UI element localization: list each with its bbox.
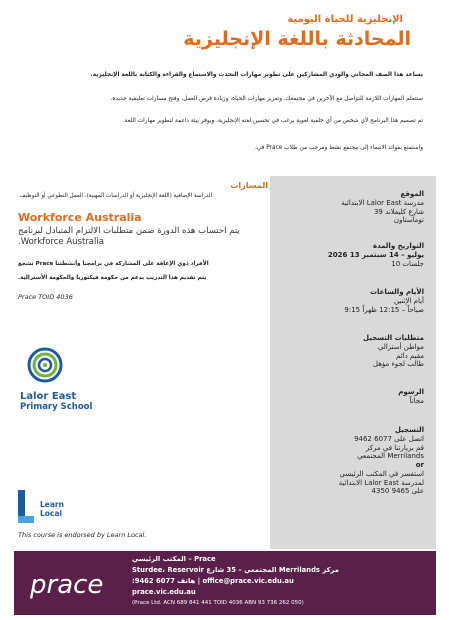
enrol-line-2: قم بزيارتنا في مركز: [365, 443, 424, 452]
fees-block: [270, 388, 424, 406]
pathways-section: [18, 181, 268, 199]
intro-paragraph-3: تم تصميم هذا البرنامج لأي شخص من أي خلفية لغوية يرغب في تحسين لغته الإنجليزية، ويوفر بيئة داعمة لتطوير مهارات اللغة.: [122, 118, 423, 124]
toid-label: Prace TOID 4036: [18, 293, 73, 302]
location-line-1: مدرسة Lalor East الابتدائية: [341, 198, 424, 207]
lalor-logo-line1: Lalor East: [20, 391, 77, 402]
learn-local-learn: Learn: [40, 500, 64, 509]
days-line-1: أيام الإثنين: [393, 296, 424, 305]
requirements-block: [270, 334, 424, 369]
location-line-3: توماستاون: [393, 216, 424, 225]
prace-logo-text: prace: [30, 570, 104, 600]
lalor-logo-line2: Primary School: [20, 402, 93, 412]
header-subtitle: الإنجليزية للحياة اليومية: [287, 14, 403, 25]
requirement-2: مقيم دائم: [396, 351, 424, 360]
dates-line-2: جلسات 10: [391, 259, 424, 268]
lalor-east-logo: [20, 345, 100, 415]
pathways-title: المسارات: [230, 181, 268, 190]
location-block: [270, 190, 424, 225]
enrol-label: التسجيل: [394, 426, 424, 434]
requirement-1: مواطن أسترالي: [377, 342, 424, 351]
prace-logo-icon: [28, 561, 118, 605]
footer-line-2: مركز Merrilands المجتمعي – 35 شارع Sturdee، Reservoir: [132, 566, 339, 574]
enrol-line-1: اتصل على 6077 9462: [354, 434, 424, 443]
workforce-text: يتم احتساب هذه الدورة ضمن متطلبات الالتزام المتبادل لبرنامج Workforce Australia.: [18, 226, 240, 247]
footer-band: [14, 551, 436, 615]
fees-label: الرسوم: [398, 388, 424, 396]
footer-company-details: (Prace Ltd. ACN 689 841 441 TOID 4036 ABN 93 736 262 050): [132, 600, 304, 606]
learn-local-logo: [16, 490, 80, 530]
intro-paragraph-4: واستمتع بفوائد الانتماء إلى مجتمع نشط ومرحب من طلاب Prace في.: [254, 145, 423, 151]
learn-local-emblem-icon: [16, 490, 36, 526]
location-line-2: شارع كليفلاند 39: [373, 207, 424, 216]
learn-local-local: Local: [40, 509, 63, 518]
header-title: المحادثة باللغة الإنجليزية: [183, 28, 411, 50]
intro-paragraph-1: يساعد هذا الصف المجاني والودي المشاركين على تطوير مهارات التحدث والاستماع والقراءة والكتابة باللغة الإنجليزية.: [90, 72, 423, 78]
workforce-section: [18, 211, 268, 301]
intro-paragraph-2: ستتعلم المهارات اللازمة للتواصل مع الآخرين في مجتمعك، وتعزيز مهارات الحياة، وزيادة فرص العمل، وفتح مسارات تعليمية جديدة.: [110, 96, 423, 102]
days-block: [270, 288, 424, 314]
enrol-line-4: استفسر في المكتب الرئيسي: [339, 469, 424, 478]
learn-local-endorsement: This course is endorsed by Learn Local.: [18, 531, 147, 539]
funding-note: يتم تقديم هذا التدريب بدعم من حكومة فيكتوريا والحكومة الأسترالية.: [18, 275, 207, 282]
dates-block: [270, 242, 424, 268]
requirements-label: متطلبات التسجيل: [363, 334, 424, 342]
footer-website-link[interactable]: prace.vic.edu.au: [132, 588, 196, 596]
enrol-or: or: [415, 461, 424, 469]
lalor-east-emblem-icon: [20, 345, 100, 385]
enrol-line-5: لمدرسة Lalor East الابتدائية: [338, 478, 424, 487]
requirement-3: طالب لجوء مؤهل: [372, 360, 424, 369]
footer-line-3[interactable]: office@prace.vic.edu.au | هاتف 6077 9462:: [132, 577, 294, 585]
enrol-block: [270, 426, 424, 496]
enrol-line-6: على 9465 4350: [371, 487, 424, 496]
location-label: الموقع: [400, 190, 424, 198]
fees-value: مجاناً: [409, 396, 424, 405]
dates-line-1: يوليو – 14 سبتمبر 13 2026: [327, 250, 424, 259]
workforce-title: Workforce Australia: [18, 211, 142, 224]
days-label: الأيام والساعات: [369, 288, 424, 296]
pathways-text: الدراسة الإضافية (اللغة الإنجليزية أو الدراسات المهنية)، العمل التطوعي أو التوظيف.: [18, 193, 213, 199]
course-details-sidebar: [270, 176, 436, 549]
inclusion-note: الأفراد ذوي الإعاقة على المشاركة في برامجنا وأنشطتنا Prace تشجع: [18, 261, 209, 268]
enrol-line-3: Merrilands المجتمعي: [357, 452, 424, 461]
footer-line-1: Prace – المكتب الرئيسي: [132, 555, 216, 563]
dates-label: التواريخ والمدة: [372, 242, 424, 250]
days-line-2: صباحاً – 12:15 ظهراً 9:15: [344, 305, 424, 314]
